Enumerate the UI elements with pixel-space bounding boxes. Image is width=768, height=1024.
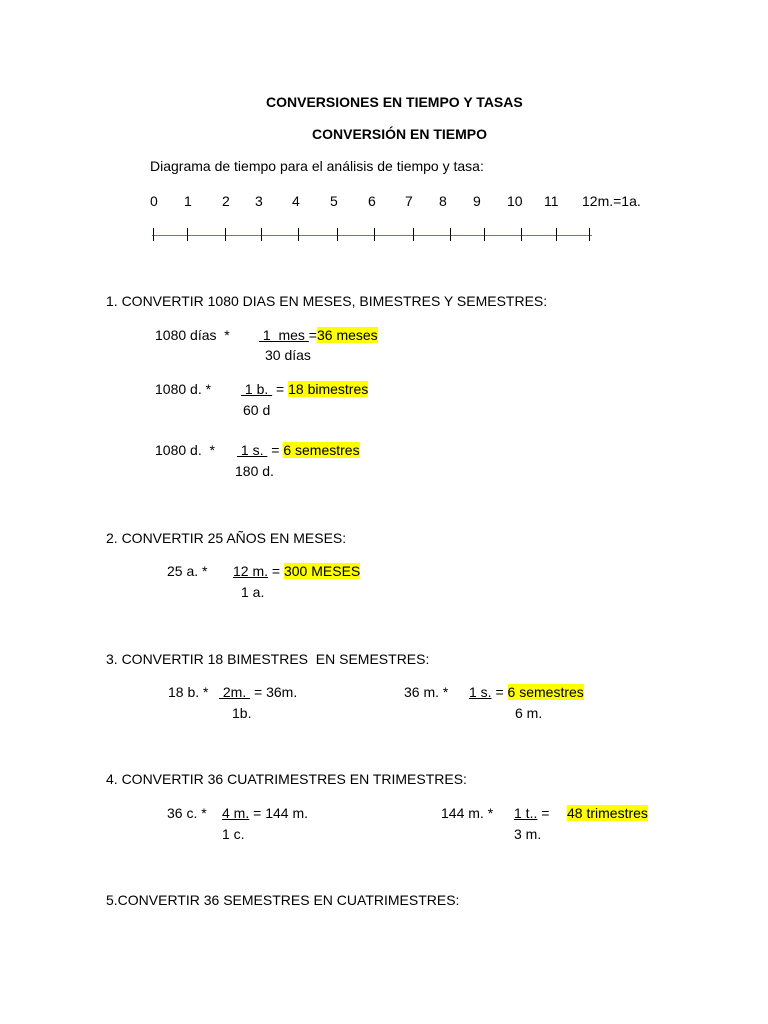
ex3-a-denominator: 1b. — [232, 705, 252, 721]
timeline-axis — [152, 235, 592, 236]
exercise-1-heading: 1. CONVERTIR 1080 DIAS EN MESES, BIMESTRES Y SEMESTRES: — [106, 293, 548, 309]
ex3-b-lhs: 36 m. * — [404, 684, 449, 700]
ex4-b-numerator — [514, 805, 549, 821]
timeline-tick — [187, 228, 188, 241]
timeline-tick — [261, 228, 262, 241]
ex4-b-lhs: 144 m. * — [441, 805, 494, 821]
ex4-b-denominator: 3 m. — [514, 826, 542, 842]
timeline-tick — [298, 228, 299, 241]
ex2-numerator — [233, 563, 360, 579]
ex3-b-numerator — [469, 684, 584, 700]
ex1-row2-lhs: 1080 d. * — [155, 381, 212, 397]
timeline-tick — [413, 228, 414, 241]
result-highlight: 36 meses — [316, 327, 378, 343]
exercise-3-heading: 3. CONVERTIR 18 BIMESTRES EN SEMESTRES: — [106, 651, 430, 667]
exercise-4-heading: 4. CONVERTIR 36 CUATRIMESTRES EN TRIMESTRES: — [106, 771, 467, 787]
timeline-label: 12m.=1a. — [582, 193, 641, 209]
ex3-a-lhs: 18 b. * — [168, 684, 209, 700]
timeline-tick — [337, 228, 338, 241]
ex1-row2-numerator — [241, 381, 368, 397]
equals-sign: = — [537, 805, 550, 821]
numerator-text: 1 mes — [259, 327, 309, 343]
equals-sign: = — [267, 442, 284, 458]
timeline-tick — [521, 228, 522, 241]
ex1-row3-numerator — [237, 442, 360, 458]
exercise-5-heading: 5.CONVERTIR 36 SEMESTRES EN CUATRIMESTRES: — [106, 892, 460, 908]
timeline-label: 0 — [150, 193, 158, 209]
exercise-2-heading: 2. CONVERTIR 25 AÑOS EN MESES: — [106, 530, 347, 546]
equals-sign: = — [308, 327, 317, 343]
ex1-row3-denominator: 180 d. — [235, 463, 274, 479]
ex4-a-numerator — [222, 805, 308, 821]
timeline-tick — [225, 228, 226, 241]
ex2-lhs: 25 a. * — [167, 563, 208, 579]
ex3-b-denominator: 6 m. — [515, 705, 543, 721]
ex2-denominator: 1 a. — [241, 584, 265, 600]
numerator-text: 2m. — [219, 684, 251, 700]
numerator-text: 4 m. — [222, 805, 250, 821]
ex1-row3-lhs: 1080 d. * — [155, 442, 215, 458]
ex4-b-result — [567, 805, 648, 821]
equals-text: = 144 m. — [249, 805, 308, 821]
timeline-label: 6 — [368, 193, 376, 209]
numerator-text: 1 s. — [237, 442, 268, 458]
section-subtitle: CONVERSIÓN EN TIEMPO — [312, 126, 488, 142]
numerator-text: 1 b. — [241, 381, 273, 397]
timeline-tick — [556, 228, 557, 241]
equals-sign: = — [272, 381, 289, 397]
numerator-text: 1 t.. — [514, 805, 538, 821]
timeline-label: 5 — [330, 193, 338, 209]
ex1-row1-denominator: 30 días — [265, 347, 311, 363]
numerator-text: 1 s. — [469, 684, 492, 700]
timeline-label: 3 — [255, 193, 263, 209]
result-highlight: 6 semestres — [283, 442, 360, 458]
diagram-caption: Diagrama de tiempo para el análisis de tiempo y tasa: — [150, 158, 484, 174]
timeline-tick — [374, 228, 375, 241]
timeline-label: 1 — [184, 193, 192, 209]
result-highlight: 6 semestres — [507, 684, 584, 700]
equals-text: = 36m. — [250, 684, 298, 700]
page-title: CONVERSIONES EN TIEMPO Y TASAS — [266, 94, 523, 110]
timeline-tick — [153, 228, 154, 241]
timeline-label: 2 — [222, 193, 230, 209]
ex4-a-lhs: 36 c. * — [167, 805, 207, 821]
ex3-a-numerator — [219, 684, 297, 700]
timeline-label: 8 — [439, 193, 447, 209]
result-highlight: 300 MESES — [283, 563, 361, 579]
result-highlight: 18 bimestres — [288, 381, 369, 397]
ex1-row1-lhs: 1080 días * — [155, 327, 230, 343]
numerator-text: 12 m. — [233, 563, 269, 579]
timeline-label: 10 — [507, 193, 523, 209]
ex4-a-denominator: 1 c. — [222, 826, 245, 842]
result-highlight: 48 trimestres — [567, 805, 648, 821]
timeline-label: 9 — [473, 193, 481, 209]
ex1-row2-denominator: 60 d — [243, 402, 271, 418]
timeline-tick — [589, 228, 590, 241]
timeline-label: 11 — [544, 193, 559, 209]
equals-sign: = — [268, 563, 284, 579]
timeline-tick — [484, 228, 485, 241]
equals-sign: = — [491, 684, 508, 700]
timeline-tick — [450, 228, 451, 241]
timeline-label: 7 — [405, 193, 413, 209]
ex1-row1-numerator — [259, 327, 378, 343]
timeline-label: 4 — [292, 193, 300, 209]
